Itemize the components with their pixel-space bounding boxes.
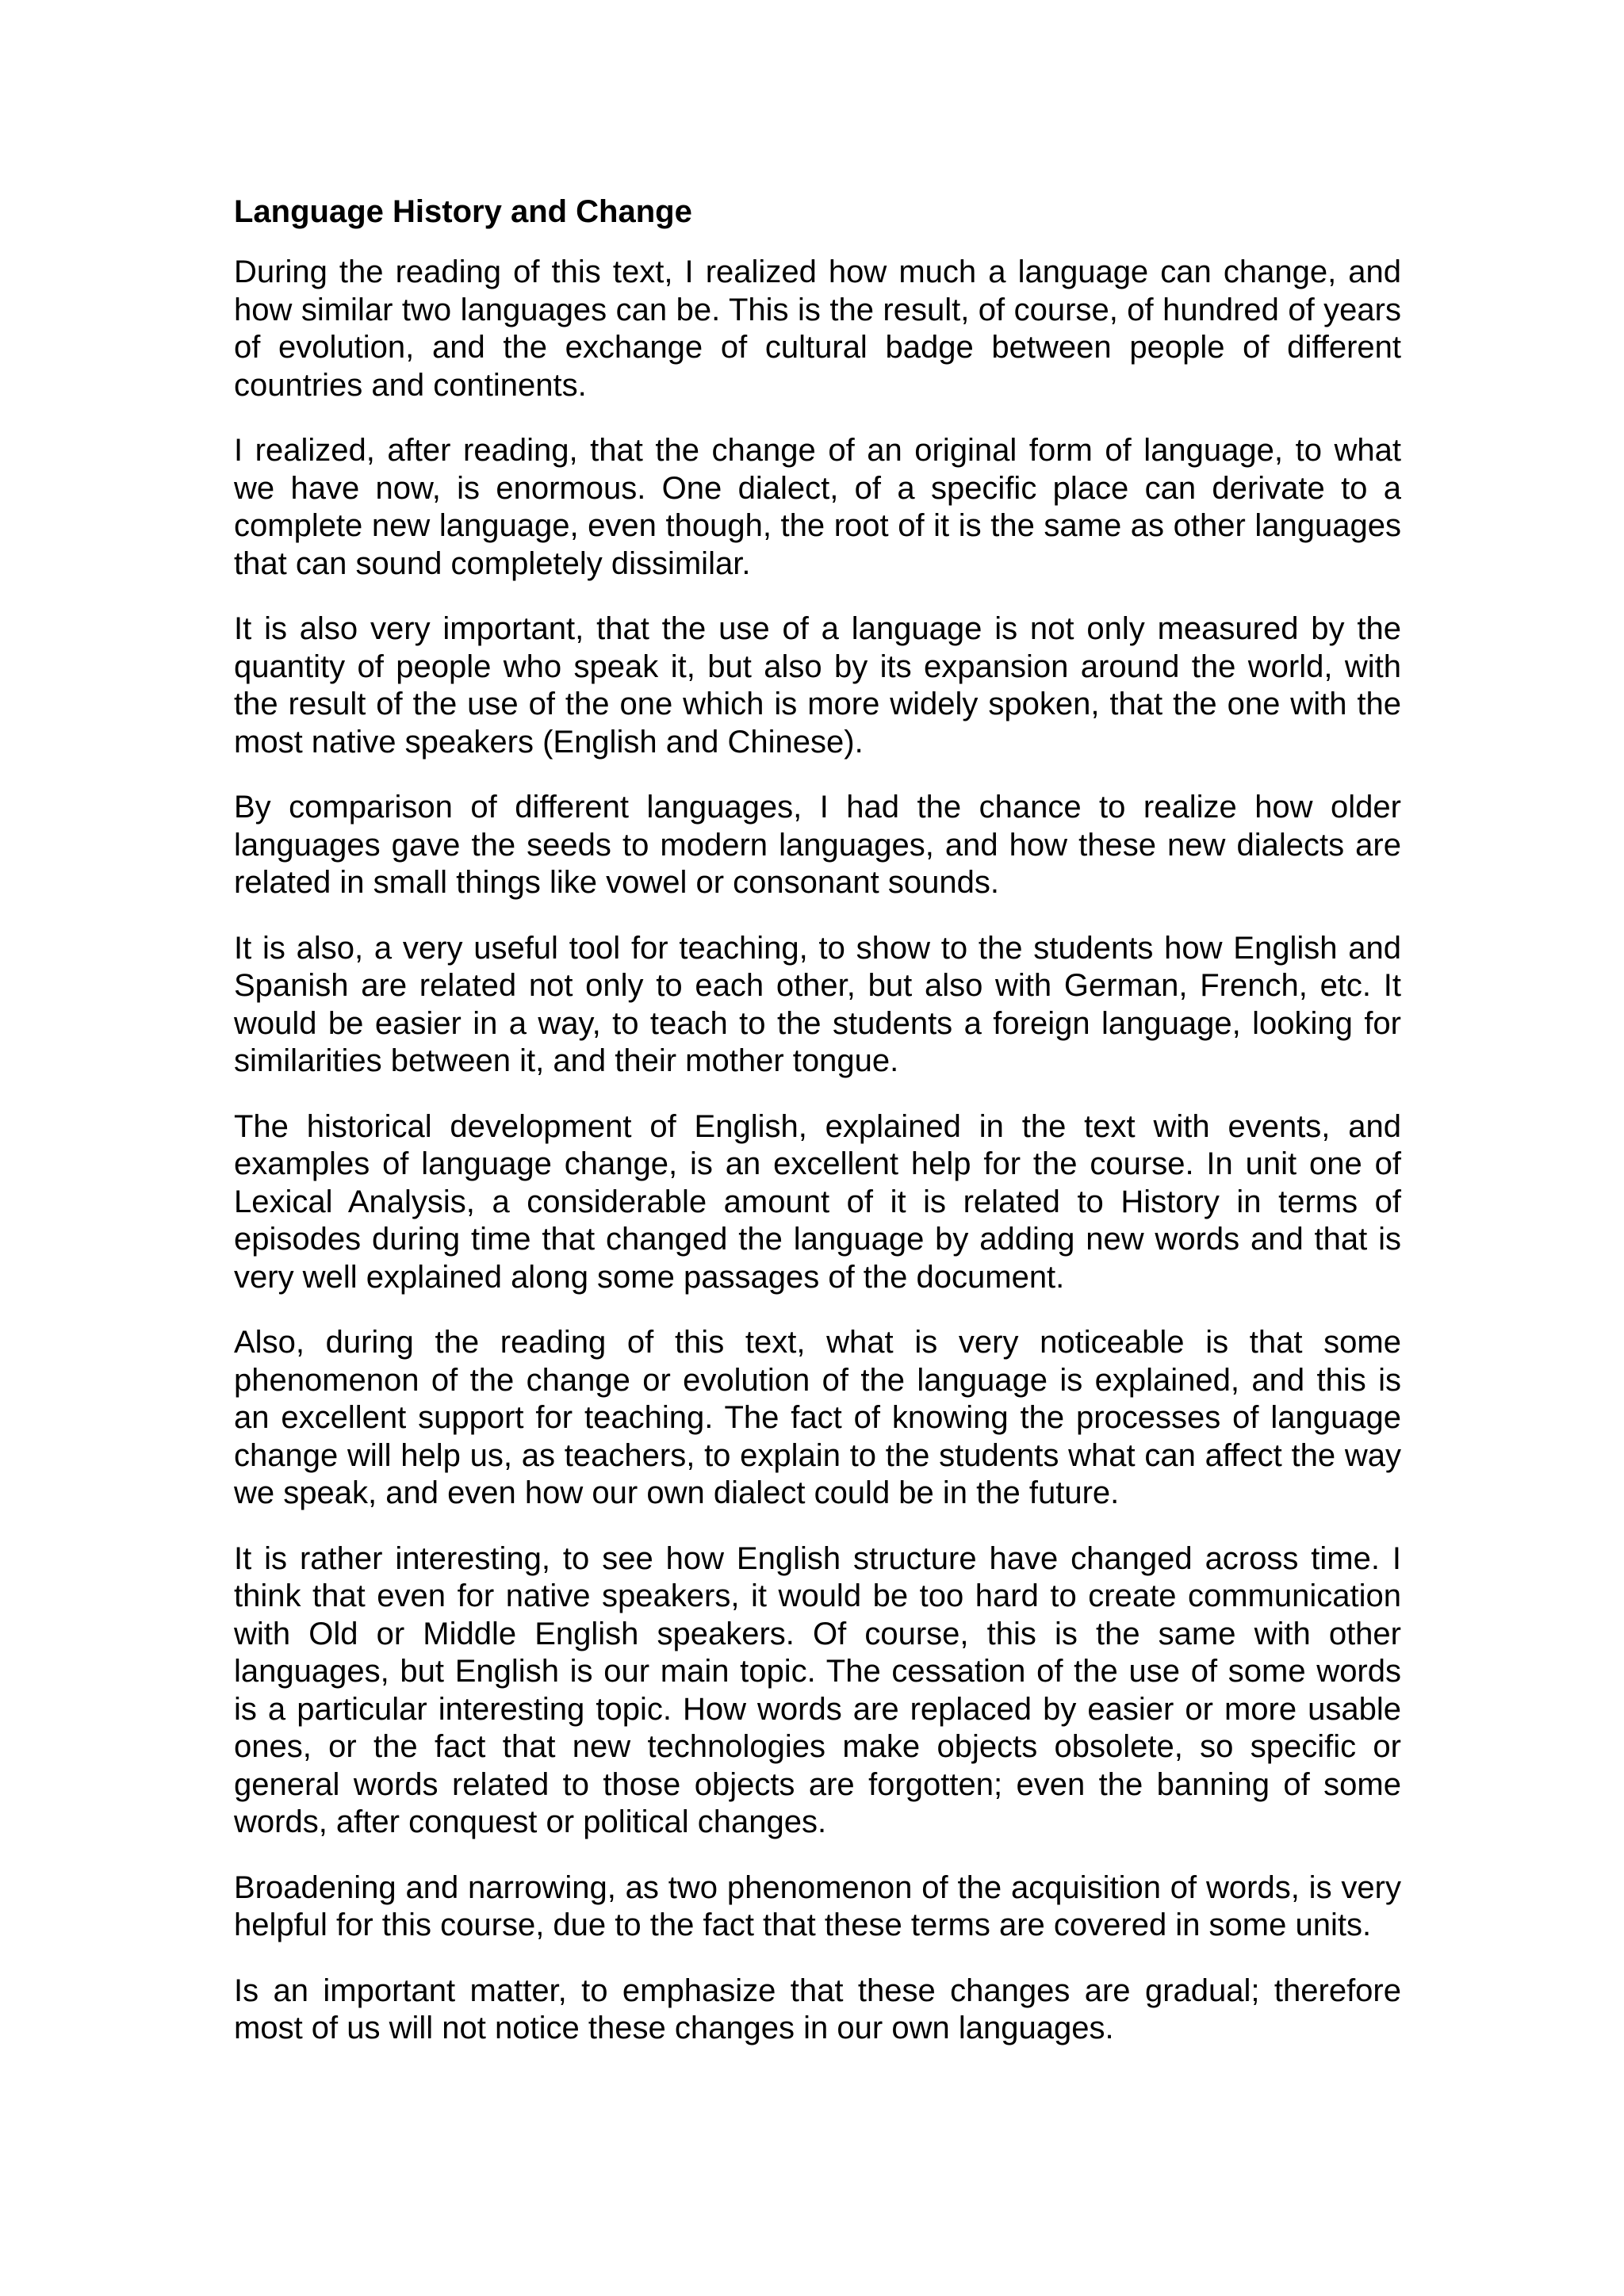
paragraph-4: By comparison of different languages, I had the chance to realize how older languages gave the seeds to modern languages, and how these new dialects are related in small things like vowel or consonant sounds. bbox=[234, 790, 1401, 900]
paragraph-5: It is also, a very useful tool for teaching, to show to the students how English and Spanish are related not only to each other, but also with German, French, etc. It would be easier in a way, to teach to the students a foreign language, looking for similarities between it, and their mother tongue. bbox=[234, 930, 1401, 1078]
paragraph-1: During the reading of this text, I realized how much a language can change, and how similar two languages can be. This is the result, of course, of hundred of years of evolution, and the exchange of cultural badge between people of different countries and continents. bbox=[234, 254, 1401, 403]
document-body bbox=[234, 189, 1401, 2076]
paragraph-8: It is rather interesting, to see how English structure have changed across time. I think that even for native speakers, it would be too hard to create communication with Old or Middle English speakers. Of course, this is the same with other languages, but English is our main topic. The cessation of the use of some words is a particular interesting topic. How words are replaced by easier or more usable ones, or the fact that new technologies make objects obsolete, so specific or general words related to those objects are forgotten; even the banning of some words, after conquest or political changes. bbox=[234, 1540, 1401, 1839]
paragraph-6: The historical development of English, explained in the text with events, and examples of language change, is an excellent help for the course. In unit one of Lexical Analysis, a considerable amount of it is related to History in terms of episodes during time that changed the language by adding new words and that is very well explained along some passages of the document. bbox=[234, 1108, 1401, 1295]
paragraph-9: Broadening and narrowing, as two phenomenon of the acquisition of words, is very helpful for this course, due to the fact that these terms are covered in some units. bbox=[234, 1869, 1401, 1942]
paragraph-10: Is an important matter, to emphasize that these changes are gradual; therefore most of us will not notice these changes in our own languages. bbox=[234, 1973, 1401, 2045]
paragraph-3: It is also very important, that the use of a language is not only measured by the quantity of people who speak it, but also by its expansion around the world, with the result of the use of the one which is more widely spoken, that the one with the most native speakers (English and Chinese). bbox=[234, 611, 1401, 760]
document-title: Language History and Change bbox=[234, 194, 692, 229]
paragraph-2: I realized, after reading, that the change of an original form of language, to what we have now, is enormous. One dialect, of a specific place can derivate to a complete new language, even though, the root of it is the same as other languages that can sound completely dissimilar. bbox=[234, 433, 1401, 581]
paragraph-7: Also, during the reading of this text, what is very noticeable is that some phenomenon of the change or evolution of the language is explained, and this is an excellent support for teaching. The fact of knowing the processes of language change will help us, as teachers, to explain to the students what can affect the way we speak, and even how our own dialect could be in the future. bbox=[234, 1325, 1401, 1510]
